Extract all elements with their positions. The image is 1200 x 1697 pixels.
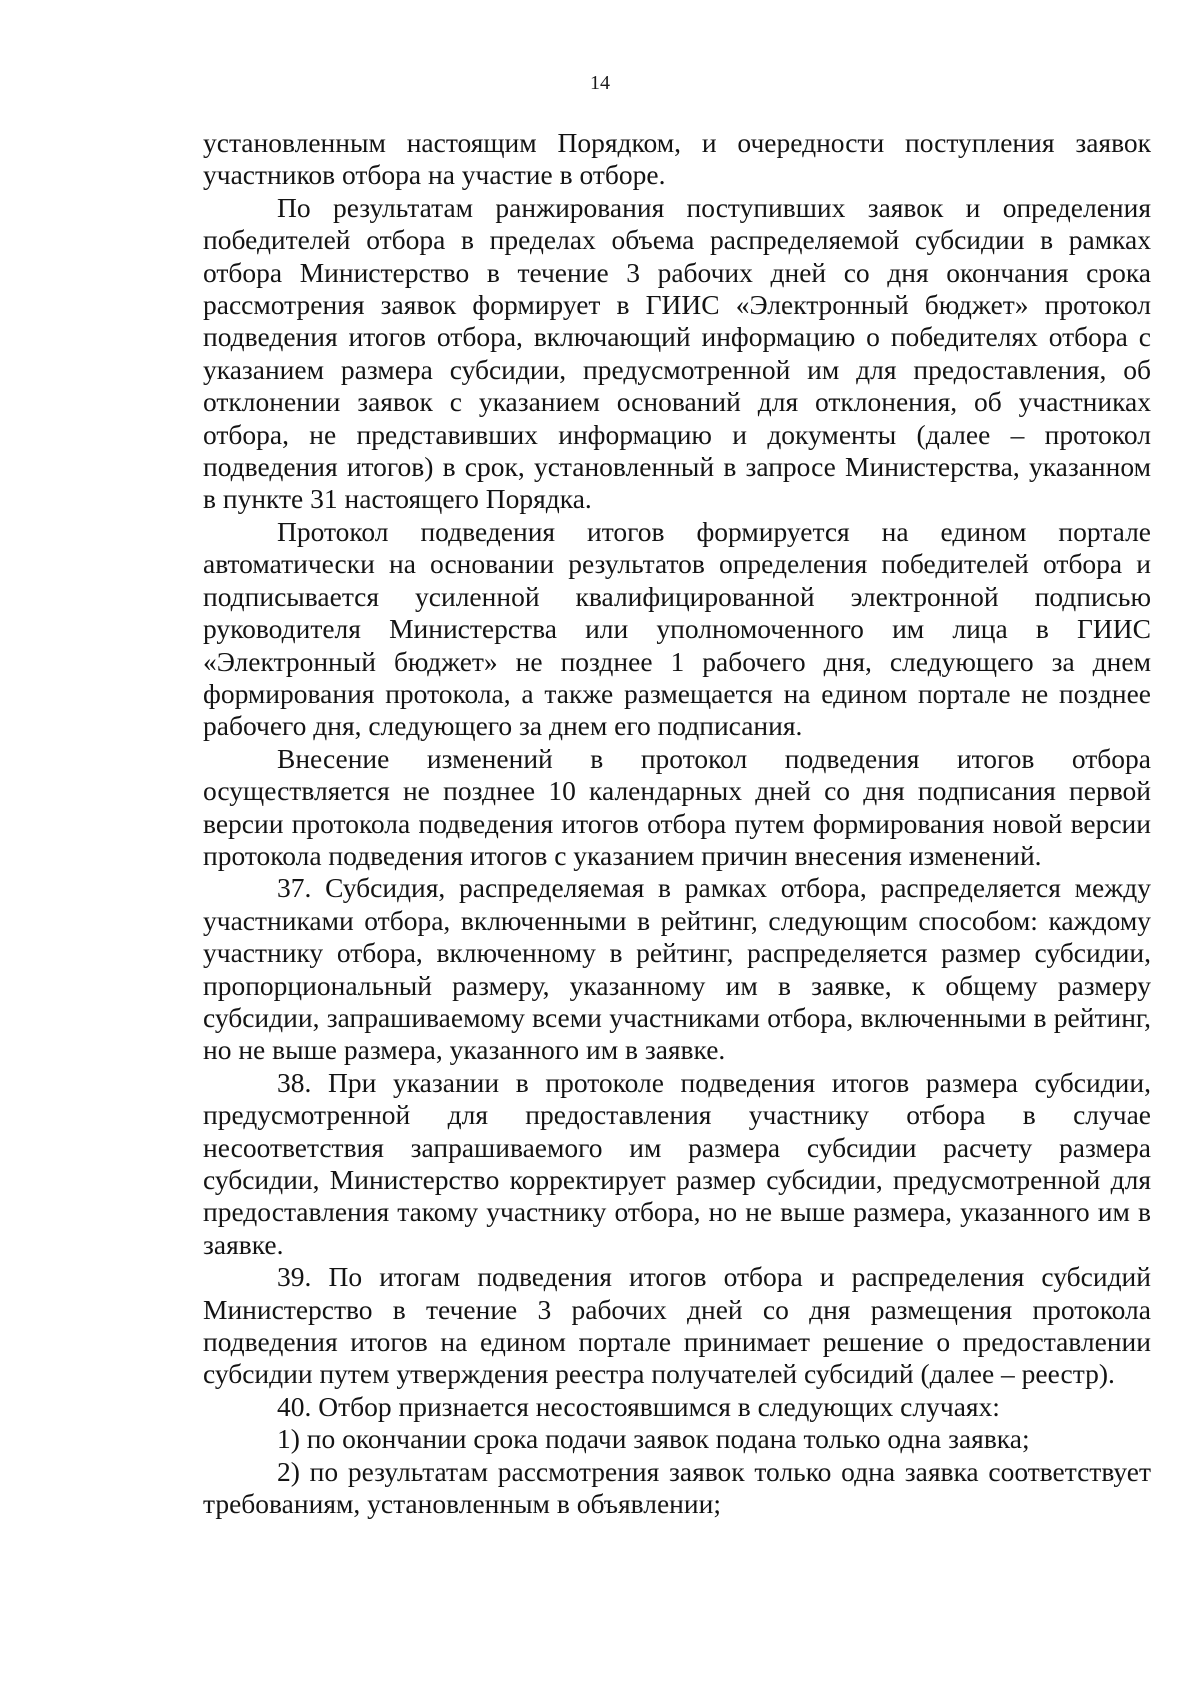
document-body	[203, 127, 1151, 1520]
paragraph-ranking-protocol: По результатам ранжирования поступивших заявок и определения победителей отбора в пределах объема распределяемой субсидии в рамках отбора Министерство в течение 3 рабочих дней со дня окончания срока рассмотрения заявок формирует в ГИИС «Электронный бюджет» протокол подведения итогов отбора, включающий информацию о победителях отбора с указанием размера субсидии, предусмотренной им для предоставления, об отклонении заявок с указанием оснований для отклонения, об участниках отбора, не представивших информацию и документы (далее – протокол подведения итогов) в срок, установленный в запросе Министерства, указанном в пункте 31 настоящего Порядка.	[203, 191, 1151, 515]
paragraph-protocol-changes: Внесение изменений в протокол подведения итогов отбора осуществляется не позднее 10 календарных дней со дня подписания первой версии протокола подведения итогов отбора путем формирования новой версии протокола подведения итогов с указанием причин внесения изменений.	[203, 742, 1151, 871]
paragraph-item-39: 39. По итогам подведения итогов отбора и распределения субсидий Министерство в течение 3 рабочих дней со дня размещения протокола подведения итогов на едином портале принимает решение о предоставлении субсидии путем утверждения реестра получателей субсидий (далее – реестр).	[203, 1261, 1151, 1390]
paragraph-item-37: 37. Субсидия, распределяемая в рамках отбора, распределяется между участниками отбора, включенными в рейтинг, следующим способом: каждому участнику отбора, включенному в рейтинг, распределяется размер субсидии, пропорциональный размеру, указанному им в заявке, к общему размеру субсидии, запрашиваемому всеми участниками отбора, включенными в рейтинг, но не выше размера, указанного им в заявке.	[203, 872, 1151, 1066]
paragraph-continuation: установленным настоящим Порядком, и очередности поступления заявок участников отбора на участие в отборе.	[203, 127, 1151, 191]
page-number: 14	[590, 72, 610, 94]
paragraph-protocol-signing: Протокол подведения итогов формируется на едином портале автоматически на основании результатов определения победителей отбора и подписывается усиленной квалифицированной электронной подписью руководителя Министерства или уполномоченного им лица в ГИИС «Электронный бюджет» не позднее 1 рабочего дня, следующего за днем формирования протокола, а также размещается на едином портале не позднее рабочего дня, следующего за днем его подписания.	[203, 515, 1151, 742]
paragraph-item-38: 38. При указании в протоколе подведения итогов размера субсидии, предусмотренной для предоставления участнику отбора в случае несоответствия запрашиваемого им размера субсидии расчету размера субсидии, Министерство корректирует размер субсидии, предусмотренной для предоставления такому участнику отбора, но не выше размера, указанного им в заявке.	[203, 1066, 1151, 1260]
paragraph-item-40: 40. Отбор признается несостоявшимся в следующих случаях:	[277, 1390, 1000, 1422]
paragraph-item-40-1: 1) по окончании срока подачи заявок подана только одна заявка;	[277, 1423, 1030, 1455]
paragraph-item-40-2: 2) по результатам рассмотрения заявок только одна заявка соответствует требованиям, установленным в объявлении;	[203, 1455, 1151, 1520]
